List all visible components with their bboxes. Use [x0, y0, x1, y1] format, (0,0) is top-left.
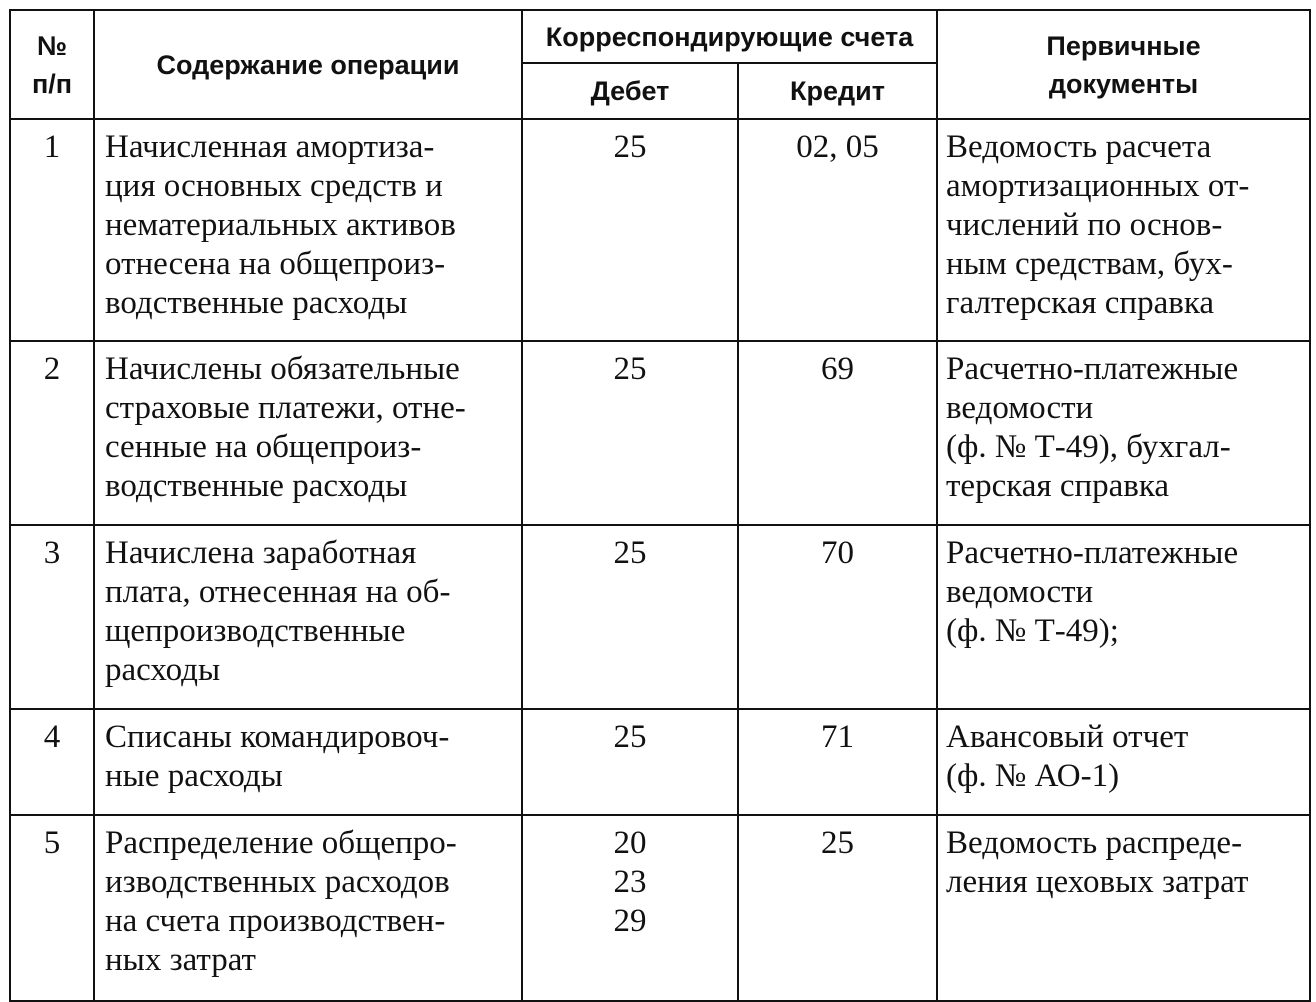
header-primary-documents: Первичные документы — [937, 10, 1310, 119]
table-row — [10, 815, 1310, 1001]
table-body — [10, 119, 1310, 1001]
table-row — [10, 341, 1310, 525]
header-credit: Кредит — [738, 63, 937, 119]
header-corresponding-accounts: Корреспондирующие счета — [522, 10, 937, 63]
credit-account: 69 — [738, 341, 937, 525]
accounting-entries-table — [9, 9, 1311, 1002]
operation-description: Начислена заработная плата, отнесенная на об- щепроизводственные расходы — [94, 525, 522, 709]
debit-account: 25 — [522, 341, 738, 525]
header-operation: Содержание операции — [94, 10, 522, 119]
debit-account: 25 — [522, 709, 738, 815]
debit-account: 20 23 29 — [522, 815, 738, 1001]
operation-description: Начисленная амортиза- ция основных средств и нематериальных активов отнесена на общепроиз- водственные расходы — [94, 119, 522, 341]
table-row — [10, 119, 1310, 341]
header-debit: Дебет — [522, 63, 738, 119]
debit-account: 25 — [522, 525, 738, 709]
operation-description: Списаны командировоч- ные расходы — [94, 709, 522, 815]
primary-documents: Расчетно-платежные ведомости (ф. № Т-49), бухгал- терская справка — [937, 341, 1310, 525]
row-number: 1 — [10, 119, 94, 341]
credit-account: 02, 05 — [738, 119, 937, 341]
header-number: № п/п — [10, 10, 94, 119]
row-number: 4 — [10, 709, 94, 815]
primary-documents: Расчетно-платежные ведомости (ф. № Т-49); — [937, 525, 1310, 709]
row-number: 5 — [10, 815, 94, 1001]
table-row — [10, 709, 1310, 815]
primary-documents: Ведомость распреде- ления цеховых затрат — [937, 815, 1310, 1001]
primary-documents: Ведомость расчета амортизационных от- числений по основ- ным средствам, бух- галтерская справка — [937, 119, 1310, 341]
operation-description: Распределение общепро- изводственных расходов на счета производствен- ных затрат — [94, 815, 522, 1001]
row-number: 3 — [10, 525, 94, 709]
table-header — [10, 10, 1310, 119]
table-row — [10, 525, 1310, 709]
credit-account: 70 — [738, 525, 937, 709]
row-number: 2 — [10, 341, 94, 525]
debit-account: 25 — [522, 119, 738, 341]
credit-account: 71 — [738, 709, 937, 815]
primary-documents: Авансовый отчет (ф. № АО-1) — [937, 709, 1310, 815]
credit-account: 25 — [738, 815, 937, 1001]
operation-description: Начислены обязательные страховые платежи, отне- сенные на общепроиз- водственные расходы — [94, 341, 522, 525]
